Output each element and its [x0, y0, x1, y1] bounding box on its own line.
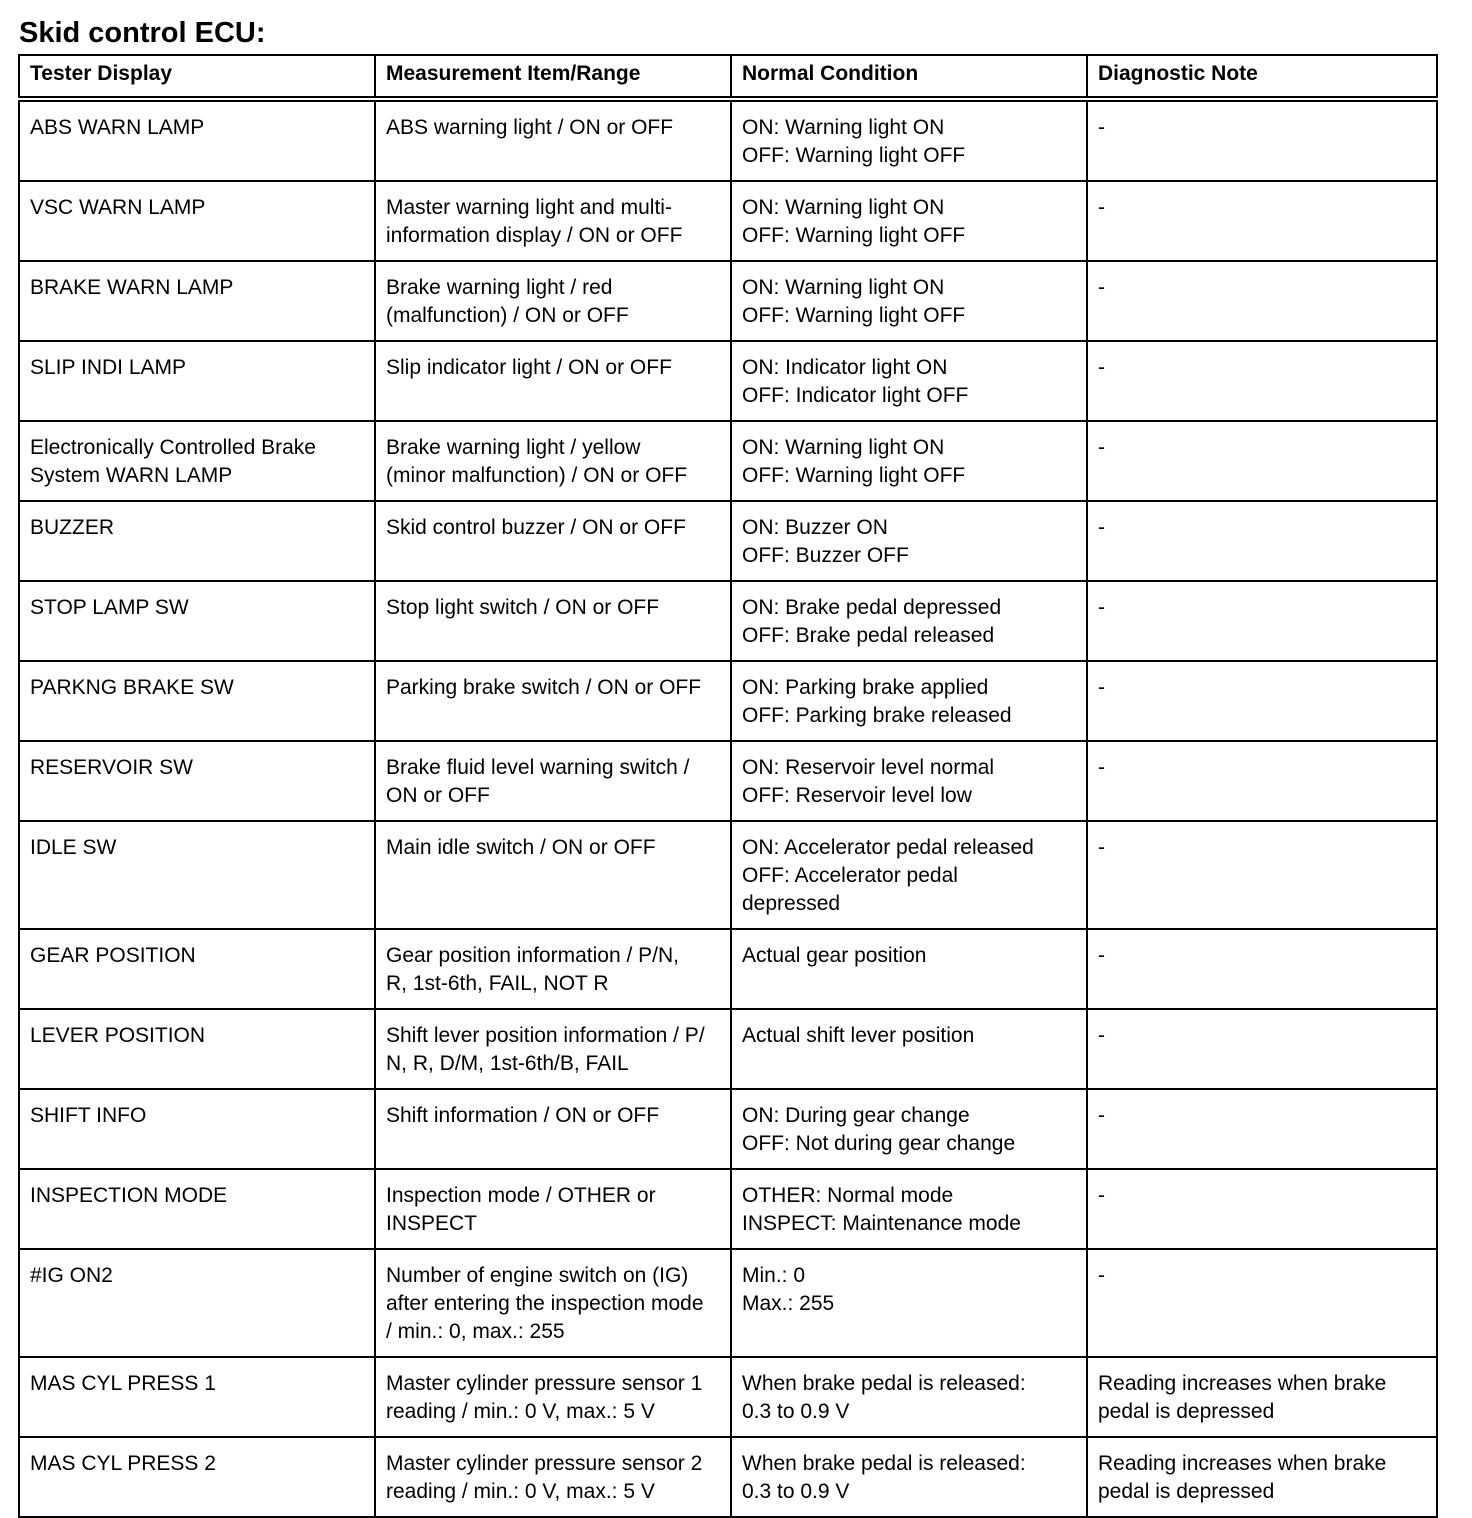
cell-normal-condition-line: OFF: Reservoir level low [742, 784, 972, 807]
cell-measurement-item-range-line: Number of engine switch on (IG) [386, 1264, 689, 1287]
cell-normal-condition [731, 661, 1087, 741]
cell-diagnostic-note-line: - [1098, 436, 1105, 459]
cell-normal-condition-line: ON: Indicator light ON [742, 356, 948, 379]
cell-tester-display: SLIP INDI LAMP [19, 341, 375, 421]
cell-diagnostic-note [1087, 501, 1437, 581]
cell-diagnostic-note [1087, 1009, 1437, 1089]
header-measurement-item-range: Measurement Item/Range [375, 55, 731, 99]
cell-diagnostic-note-line: - [1098, 116, 1105, 139]
cell-measurement-item-range [375, 1089, 731, 1169]
table-row [19, 661, 1437, 741]
cell-tester-display: MAS CYL PRESS 2 [19, 1437, 375, 1517]
cell-normal-condition-line: depressed [742, 892, 841, 915]
cell-measurement-item-range-line: (malfunction) / ON or OFF [386, 304, 629, 327]
cell-normal-condition [731, 1437, 1087, 1517]
cell-normal-condition [731, 261, 1087, 341]
cell-diagnostic-note-line: - [1098, 1104, 1105, 1127]
header-tester-display: Tester Display [19, 55, 375, 99]
table-row [19, 501, 1437, 581]
cell-normal-condition-line: OFF: Warning light OFF [742, 144, 966, 167]
cell-measurement-item-range [375, 261, 731, 341]
cell-normal-condition-line: Max.: 255 [742, 1292, 835, 1315]
table-row [19, 1089, 1437, 1169]
cell-diagnostic-note [1087, 581, 1437, 661]
cell-tester-display: ABS WARN LAMP [19, 99, 375, 181]
cell-normal-condition [731, 929, 1087, 1009]
cell-measurement-item-range-line: information display / ON or OFF [386, 224, 683, 247]
cell-measurement-item-range-line: ABS warning light / ON or OFF [386, 116, 674, 139]
table-row [19, 341, 1437, 421]
cell-tester-display: STOP LAMP SW [19, 581, 375, 661]
cell-diagnostic-note-line: - [1098, 516, 1105, 539]
cell-normal-condition [731, 1169, 1087, 1249]
cell-measurement-item-range-line: reading / min.: 0 V, max.: 5 V [386, 1480, 655, 1503]
cell-normal-condition-line: Min.: 0 [742, 1264, 806, 1287]
cell-tester-display: MAS CYL PRESS 1 [19, 1357, 375, 1437]
cell-measurement-item-range [375, 1437, 731, 1517]
cell-diagnostic-note [1087, 261, 1437, 341]
cell-normal-condition [731, 1009, 1087, 1089]
cell-normal-condition [731, 1089, 1087, 1169]
cell-normal-condition-line: When brake pedal is released: [742, 1452, 1026, 1475]
table-row [19, 99, 1437, 181]
cell-normal-condition-line: ON: Reservoir level normal [742, 756, 995, 779]
cell-measurement-item-range-line: Master cylinder pressure sensor 2 [386, 1452, 703, 1475]
cell-measurement-item-range-line: R, 1st-6th, FAIL, NOT R [386, 972, 609, 995]
cell-tester-display: IDLE SW [19, 821, 375, 929]
cell-normal-condition-line: ON: Accelerator pedal released [742, 836, 1034, 859]
skid-control-ecu-table [18, 54, 1438, 1518]
table-row [19, 1169, 1437, 1249]
cell-measurement-item-range [375, 929, 731, 1009]
cell-normal-condition [731, 581, 1087, 661]
cell-normal-condition-line: Actual shift lever position [742, 1024, 975, 1047]
table-row [19, 929, 1437, 1009]
cell-tester-display: #IG ON2 [19, 1249, 375, 1357]
cell-normal-condition-line: ON: Brake pedal depressed [742, 596, 1002, 619]
cell-normal-condition-line: INSPECT: Maintenance mode [742, 1212, 1021, 1235]
cell-diagnostic-note [1087, 1437, 1437, 1517]
cell-measurement-item-range [375, 1357, 731, 1437]
cell-normal-condition-line: OFF: Buzzer OFF [742, 544, 909, 567]
cell-diagnostic-note-line: - [1098, 676, 1105, 699]
cell-tester-display: VSC WARN LAMP [19, 181, 375, 261]
cell-measurement-item-range [375, 181, 731, 261]
cell-normal-condition [731, 501, 1087, 581]
cell-measurement-item-range [375, 1249, 731, 1357]
cell-diagnostic-note-line: Reading increases when brake [1098, 1452, 1387, 1475]
cell-normal-condition-line: Actual gear position [742, 944, 927, 967]
cell-diagnostic-note [1087, 1357, 1437, 1437]
cell-normal-condition-line: OFF: Accelerator pedal [742, 864, 958, 887]
table-row [19, 1249, 1437, 1357]
table-row [19, 421, 1437, 501]
cell-normal-condition-line: 0.3 to 0.9 V [742, 1480, 850, 1503]
cell-diagnostic-note-line: pedal is depressed [1098, 1400, 1275, 1423]
cell-diagnostic-note-line: pedal is depressed [1098, 1480, 1275, 1503]
cell-diagnostic-note-line: - [1098, 1024, 1105, 1047]
cell-measurement-item-range-line: after entering the inspection mode [386, 1292, 704, 1315]
cell-normal-condition-line: ON: Warning light ON [742, 436, 945, 459]
cell-normal-condition-line: ON: Parking brake applied [742, 676, 989, 699]
cell-normal-condition-line: OFF: Parking brake released [742, 704, 1012, 727]
cell-measurement-item-range-line: ON or OFF [386, 784, 490, 807]
cell-normal-condition [731, 421, 1087, 501]
page-title: Skid control ECU: [19, 17, 266, 49]
cell-measurement-item-range-line: Master cylinder pressure sensor 1 [386, 1372, 703, 1395]
cell-diagnostic-note-line: - [1098, 276, 1105, 299]
cell-measurement-item-range [375, 821, 731, 929]
cell-diagnostic-note-line: - [1098, 1264, 1105, 1287]
cell-tester-display: Electronically Controlled Brake System WARN LAMP [19, 421, 375, 501]
table-row [19, 181, 1437, 261]
cell-diagnostic-note-line: Reading increases when brake [1098, 1372, 1387, 1395]
cell-measurement-item-range-line: Inspection mode / OTHER or [386, 1184, 656, 1207]
cell-measurement-item-range-line: Slip indicator light / ON or OFF [386, 356, 672, 379]
cell-normal-condition [731, 1249, 1087, 1357]
cell-normal-condition-line: OFF: Warning light OFF [742, 224, 966, 247]
cell-normal-condition [731, 821, 1087, 929]
cell-tester-display: RESERVOIR SW [19, 741, 375, 821]
cell-diagnostic-note-line: - [1098, 196, 1105, 219]
table-row [19, 1357, 1437, 1437]
cell-diagnostic-note [1087, 1169, 1437, 1249]
table-row [19, 1009, 1437, 1089]
cell-diagnostic-note-line: - [1098, 756, 1105, 779]
cell-normal-condition-line: 0.3 to 0.9 V [742, 1400, 850, 1423]
cell-diagnostic-note [1087, 1089, 1437, 1169]
cell-normal-condition-line: ON: Warning light ON [742, 196, 945, 219]
cell-diagnostic-note-line: - [1098, 1184, 1105, 1207]
table-row [19, 821, 1437, 929]
cell-normal-condition [731, 1357, 1087, 1437]
cell-diagnostic-note [1087, 1249, 1437, 1357]
cell-measurement-item-range-line: Stop light switch / ON or OFF [386, 596, 660, 619]
cell-measurement-item-range-line: Main idle switch / ON or OFF [386, 836, 656, 859]
cell-normal-condition [731, 741, 1087, 821]
cell-measurement-item-range [375, 99, 731, 181]
cell-diagnostic-note [1087, 661, 1437, 741]
header-diagnostic-note: Diagnostic Note [1087, 55, 1437, 99]
cell-normal-condition-line: OFF: Indicator light OFF [742, 384, 969, 407]
cell-diagnostic-note-line: - [1098, 596, 1105, 619]
cell-diagnostic-note [1087, 929, 1437, 1009]
cell-measurement-item-range-line: N, R, D/M, 1st-6th/B, FAIL [386, 1052, 629, 1075]
cell-measurement-item-range [375, 501, 731, 581]
cell-normal-condition-line: OFF: Not during gear change [742, 1132, 1016, 1155]
cell-diagnostic-note-line: - [1098, 356, 1105, 379]
cell-measurement-item-range-line: Shift information / ON or OFF [386, 1104, 660, 1127]
cell-normal-condition-line: OFF: Warning light OFF [742, 464, 966, 487]
cell-measurement-item-range [375, 741, 731, 821]
cell-measurement-item-range [375, 1009, 731, 1089]
cell-measurement-item-range-line: INSPECT [386, 1212, 478, 1235]
cell-tester-display: GEAR POSITION [19, 929, 375, 1009]
cell-normal-condition [731, 341, 1087, 421]
cell-tester-display: PARKNG BRAKE SW [19, 661, 375, 741]
cell-diagnostic-note [1087, 181, 1437, 261]
cell-normal-condition-line: OFF: Warning light OFF [742, 304, 966, 327]
cell-diagnostic-note [1087, 421, 1437, 501]
table-row [19, 261, 1437, 341]
cell-normal-condition [731, 181, 1087, 261]
table-body [19, 99, 1437, 1517]
cell-diagnostic-note [1087, 821, 1437, 929]
cell-tester-display: BRAKE WARN LAMP [19, 261, 375, 341]
cell-diagnostic-note [1087, 341, 1437, 421]
cell-normal-condition-line: When brake pedal is released: [742, 1372, 1026, 1395]
cell-measurement-item-range-line: Shift lever position information / P/ [386, 1024, 705, 1047]
cell-diagnostic-note-line: - [1098, 836, 1105, 859]
cell-tester-display: BUZZER [19, 501, 375, 581]
table-row [19, 581, 1437, 661]
cell-measurement-item-range-line: Brake fluid level warning switch / [386, 756, 690, 779]
cell-measurement-item-range-line: Skid control buzzer / ON or OFF [386, 516, 686, 539]
cell-diagnostic-note [1087, 99, 1437, 181]
cell-tester-display: SHIFT INFO [19, 1089, 375, 1169]
cell-measurement-item-range [375, 581, 731, 661]
table-row [19, 741, 1437, 821]
cell-measurement-item-range-line: reading / min.: 0 V, max.: 5 V [386, 1400, 655, 1423]
cell-measurement-item-range-line: Master warning light and multi- [386, 196, 672, 219]
header-normal-condition: Normal Condition [731, 55, 1087, 99]
cell-measurement-item-range [375, 661, 731, 741]
cell-normal-condition [731, 99, 1087, 181]
cell-tester-display: LEVER POSITION [19, 1009, 375, 1089]
cell-normal-condition-line: ON: Buzzer ON [742, 516, 888, 539]
cell-diagnostic-note-line: - [1098, 944, 1105, 967]
cell-normal-condition-line: ON: During gear change [742, 1104, 970, 1127]
cell-normal-condition-line: ON: Warning light ON [742, 276, 945, 299]
cell-measurement-item-range [375, 341, 731, 421]
table-row [19, 1437, 1437, 1517]
cell-diagnostic-note [1087, 741, 1437, 821]
cell-measurement-item-range-line: / min.: 0, max.: 255 [386, 1320, 565, 1343]
table-header-row [19, 55, 1437, 99]
cell-normal-condition-line: ON: Warning light ON [742, 116, 945, 139]
cell-measurement-item-range-line: Brake warning light / yellow [386, 436, 641, 459]
cell-measurement-item-range [375, 421, 731, 501]
cell-measurement-item-range-line: Gear position information / P/N, [386, 944, 679, 967]
cell-measurement-item-range [375, 1169, 731, 1249]
cell-tester-display: INSPECTION MODE [19, 1169, 375, 1249]
cell-measurement-item-range-line: Parking brake switch / ON or OFF [386, 676, 702, 699]
cell-measurement-item-range-line: Brake warning light / red [386, 276, 613, 299]
cell-normal-condition-line: OFF: Brake pedal released [742, 624, 995, 647]
cell-normal-condition-line: OTHER: Normal mode [742, 1184, 954, 1207]
cell-measurement-item-range-line: (minor malfunction) / ON or OFF [386, 464, 688, 487]
